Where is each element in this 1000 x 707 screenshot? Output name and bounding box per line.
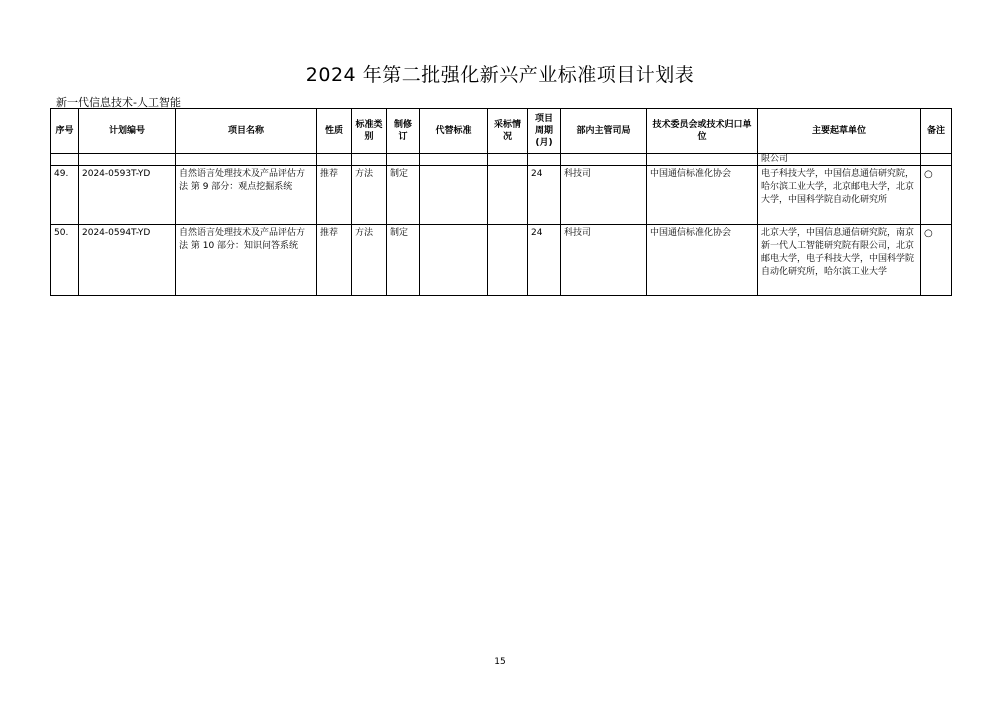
cell-drafters: 北京大学，中国信息通信研究院，南京新一代人工智能研究院有限公司，北京邮电大学，电子科技大学，中国科学院自动化研究所，哈尔滨工业大学 — [758, 225, 921, 296]
cell-empty — [561, 154, 647, 166]
cell-std-type: 方法 — [352, 166, 387, 225]
header-name: 项目名称 — [176, 109, 317, 154]
cell-empty — [488, 154, 528, 166]
table-row — [51, 166, 952, 225]
header-nature: 性质 — [317, 109, 352, 154]
cell-committee: 中国通信标准化协会 — [647, 225, 758, 296]
page-number: 15 — [494, 657, 506, 667]
header-drafters: 主要起草单位 — [758, 109, 921, 154]
cell-plan-no: 2024-0594T-YD — [79, 225, 176, 296]
cell-revision: 制定 — [387, 166, 420, 225]
header-adopt: 采标情况 — [488, 109, 528, 154]
cell-drafters: 电子科技大学，中国信息通信研究院，哈尔滨工业大学，北京邮电大学，北京大学，中国科学院自动化研究所 — [758, 166, 921, 225]
cell-empty — [79, 154, 176, 166]
cell-adopt — [488, 225, 528, 296]
cell-name: 自然语言处理技术及产品评估方法 第 10 部分：知识问答系统 — [176, 225, 317, 296]
cell-seq: 49. — [51, 166, 79, 225]
header-seq: 序号 — [51, 109, 79, 154]
cell-seq: 50. — [51, 225, 79, 296]
cell-replace — [420, 225, 488, 296]
header-remark: 备注 — [921, 109, 952, 154]
cell-empty — [176, 154, 317, 166]
header-dept: 部内主管司局 — [561, 109, 647, 154]
category-label: 新一代信息技术-人工智能 — [56, 96, 181, 109]
table-row-continuation — [51, 154, 952, 166]
header-revision: 制修订 — [387, 109, 420, 154]
cell-adopt — [488, 166, 528, 225]
document-title: 2024 年第二批强化新兴产业标准项目计划表 — [305, 64, 695, 86]
cell-empty — [387, 154, 420, 166]
table-header-row — [51, 109, 952, 154]
cell-empty — [420, 154, 488, 166]
cell-period: 24 — [528, 225, 561, 296]
cell-empty — [647, 154, 758, 166]
header-committee: 技术委员会或技术归口单位 — [647, 109, 758, 154]
cell-remark: ○ — [921, 166, 952, 225]
cell-replace — [420, 166, 488, 225]
cell-empty — [317, 154, 352, 166]
cell-plan-no: 2024-0593T-YD — [79, 166, 176, 225]
cell-nature: 推荐 — [317, 166, 352, 225]
header-period: 项目周期(月) — [528, 109, 561, 154]
cell-nature: 推荐 — [317, 225, 352, 296]
cell-dept: 科技司 — [561, 225, 647, 296]
cell-empty — [352, 154, 387, 166]
cell-drafters: 限公司 — [758, 154, 921, 166]
cell-committee: 中国通信标准化协会 — [647, 166, 758, 225]
header-std-type: 标准类别 — [352, 109, 387, 154]
cell-empty — [51, 154, 79, 166]
cell-revision: 制定 — [387, 225, 420, 296]
cell-empty — [921, 154, 952, 166]
cell-std-type: 方法 — [352, 225, 387, 296]
header-replace: 代替标准 — [420, 109, 488, 154]
plan-table — [50, 108, 952, 296]
cell-period: 24 — [528, 166, 561, 225]
cell-empty — [528, 154, 561, 166]
cell-remark: ○ — [921, 225, 952, 296]
header-plan-no: 计划编号 — [79, 109, 176, 154]
cell-name: 自然语言处理技术及产品评估方法 第 9 部分：观点挖掘系统 — [176, 166, 317, 225]
table-row — [51, 225, 952, 296]
cell-dept: 科技司 — [561, 166, 647, 225]
